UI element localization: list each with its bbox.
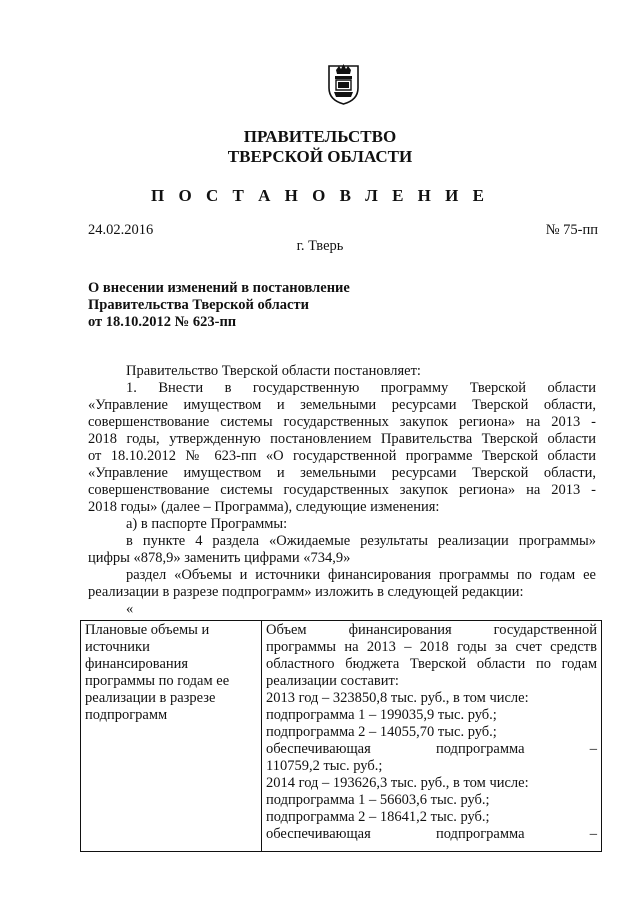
- paragraph-1-line: 1. Внести в государственную программу Тверской области: [126, 380, 596, 396]
- paragraph-1-line: «Управление имуществом и земельными ресурсами Тверской области,: [88, 465, 596, 481]
- cell-line: Плановые объемы и: [85, 622, 210, 638]
- paragraph-1-line: от 18.10.2012 № 623-пп «О государственной программе Тверской области: [88, 448, 596, 464]
- cell-line: реализации составит:: [266, 673, 399, 689]
- paragraph-item-4-line: в пункте 4 раздела «Ожидаемые результаты реализации программы»: [126, 533, 596, 549]
- paragraph-preamble: Правительство Тверской области постановляет:: [126, 363, 421, 379]
- document-date: 24.02.2016: [88, 222, 154, 238]
- paragraph-item-4-line: цифры «878,9» заменить цифрами «734,9»: [88, 550, 351, 566]
- cell-line: 110759,2 тыс. руб.;: [266, 758, 383, 774]
- document-city: г. Тверь: [296, 238, 344, 254]
- tver-coat-of-arms-icon: [327, 60, 360, 105]
- cell-line: 2013 год – 323850,8 тыс. руб., в том числе:: [266, 690, 529, 706]
- table-cell-value: [262, 621, 602, 852]
- cell-line: обеспечивающая подпрограмма –: [266, 741, 597, 757]
- cell-line: областного бюджета Тверской области по годам: [266, 656, 597, 672]
- paragraph-1-line: совершенствование системы государственных закупок региона» на 2013 -: [88, 414, 596, 430]
- cell-line: подпрограмма 2 – 14055,70 тыс. руб.;: [266, 724, 497, 740]
- cell-line: 2014 год – 193626,3 тыс. руб., в том числе:: [266, 775, 529, 791]
- document-body: [88, 363, 596, 618]
- table-row: [81, 621, 602, 852]
- paragraph-1-line: 2018 годы, утвержденную постановлением Правительства Тверской области: [88, 431, 596, 447]
- cell-line: Объем финансирования государственной: [266, 622, 597, 638]
- paragraph-section-line: раздел «Объемы и источники финансирования программы по годам ее: [126, 567, 596, 583]
- cell-line: источники: [85, 639, 150, 655]
- cell-line: подпрограмма 1 – 199035,9 тыс. руб.;: [266, 707, 497, 723]
- cell-line: подпрограмма 2 – 18641,2 тыс. руб.;: [266, 809, 490, 825]
- subject-line: от 18.10.2012 № 623-пп: [88, 314, 237, 330]
- cell-line: подпрограмм: [85, 707, 168, 723]
- document-type: П О С Т А Н О В Л Е Н И Е: [151, 186, 489, 205]
- cell-line: обеспечивающая подпрограмма –: [266, 826, 597, 842]
- cell-line: программы на 2013 – 2018 годы за счет средств: [266, 639, 597, 655]
- table-cell-label: [81, 621, 262, 852]
- subject-line: О внесении изменений в постановление: [88, 280, 350, 296]
- program-funding-table: [80, 620, 602, 852]
- org-name-line-1: ПРАВИТЕЛЬСТВО: [243, 127, 397, 146]
- paragraph-1-line: совершенствование системы государственных закупок региона» на 2013 -: [88, 482, 596, 498]
- org-name-line-2: ТВЕРСКОЙ ОБЛАСТИ: [227, 147, 413, 166]
- paragraph-a: а) в паспорте Программы:: [126, 516, 288, 532]
- paragraph-1-line: 2018 годы» (далее – Программа), следующие изменения:: [88, 499, 440, 515]
- paragraph-section-line: реализации в разрезе подпрограмм» изложить в следующей редакции:: [88, 584, 524, 600]
- document-number: № 75-пп: [545, 222, 598, 238]
- cell-line: программы по годам ее: [85, 673, 230, 689]
- cell-line: подпрограмма 1 – 56603,6 тыс. руб.;: [266, 792, 490, 808]
- document-subject: [88, 280, 350, 331]
- paragraph-1-line: «Управление имуществом и земельными ресурсами Тверской области,: [88, 397, 596, 413]
- cell-line: финансирования: [85, 656, 189, 672]
- cell-line: реализации в разрезе: [85, 690, 216, 706]
- opening-quote: «: [126, 601, 134, 617]
- subject-line: Правительства Тверской области: [88, 297, 309, 313]
